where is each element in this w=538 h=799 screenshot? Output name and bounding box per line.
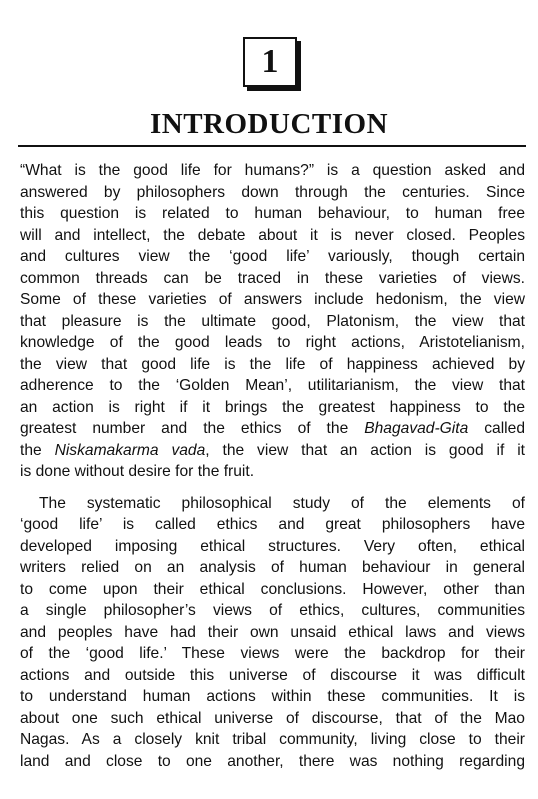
text-line: will and intellect, the debate about it is never closed. Peoples xyxy=(20,226,525,244)
text-line-with-italic xyxy=(20,418,525,440)
italic-term-niskamakarma-vada: Niskamakarma vada xyxy=(54,441,206,459)
text-line: writers relied on an analysis of human behaviour in general xyxy=(20,559,525,576)
text-line: answered by philosophers down through the centuries. Since xyxy=(20,183,525,201)
paragraph-spacer xyxy=(20,483,525,493)
text-line: “What is the good life for humans?” is a question asked and xyxy=(20,162,525,179)
text-line: of the ‘good life.’ These views were the backdrop for their xyxy=(20,645,525,662)
text-line: ‘good life’ is called ethics and great philosophers have xyxy=(20,516,525,533)
text-segment: the xyxy=(20,441,55,459)
text-line: Nagas. As a closely knit tribal community, living close to their xyxy=(20,731,525,748)
text-line: The systematic philosophical study of the elements of xyxy=(39,494,525,512)
text-line: the view that good life is the life of happiness achieved by xyxy=(20,355,525,373)
text-line: knowledge of the good leads to right actions, Aristotelianism, xyxy=(20,334,525,351)
text-line: Some of these varieties of answers include hedonism, the view xyxy=(20,291,525,308)
paragraph-2 xyxy=(20,493,525,773)
text-segment: called xyxy=(468,420,525,437)
text-segment: , the view that an action is good if it xyxy=(205,441,525,459)
text-line: an action is right if it brings the greatest happiness to the xyxy=(20,398,525,416)
italic-title-bhagavad-gita: Bhagavad-Gita xyxy=(364,420,469,437)
text-line: actions and outside this universe of discourse it was difficult xyxy=(20,666,525,684)
text-line-with-italic xyxy=(20,440,525,462)
text-line: to understand human actions within these communities. It is xyxy=(20,688,525,705)
body-text xyxy=(20,160,525,772)
chapter-number: 1 xyxy=(261,43,279,80)
chapter-title: INTRODUCTION xyxy=(149,108,389,140)
text-line: to come upon their ethical conclusions. However, other than xyxy=(20,580,525,598)
text-line: land and close to one another, there was nothing regarding xyxy=(20,752,525,770)
title-divider xyxy=(18,145,526,147)
text-line: and peoples have had their own unsaid ethical laws and views xyxy=(20,623,525,641)
text-line: about one such ethical universe of discourse, that of the Mao xyxy=(20,709,525,727)
chapter-number-box xyxy=(243,37,297,87)
text-segment: greatest number and the ethics of the xyxy=(20,420,365,437)
text-line: that pleasure is the ultimate good, Platonism, the view that xyxy=(20,312,525,330)
text-line: common threads can be traced in these varieties of views. xyxy=(20,269,525,287)
text-line: adherence to the ‘Golden Mean’, utilitarianism, the view that xyxy=(20,377,525,394)
text-line: and cultures view the ‘good life’ variously, though certain xyxy=(20,248,525,265)
paragraph-1 xyxy=(20,160,525,483)
text-line: a single philosopher’s views of ethics, cultures, communities xyxy=(20,602,525,619)
text-line: this question is related to human behaviour, to human free xyxy=(20,205,525,222)
text-line: is done without desire for the fruit. xyxy=(20,463,255,480)
text-line: developed imposing ethical structures. Very often, ethical xyxy=(20,537,525,555)
